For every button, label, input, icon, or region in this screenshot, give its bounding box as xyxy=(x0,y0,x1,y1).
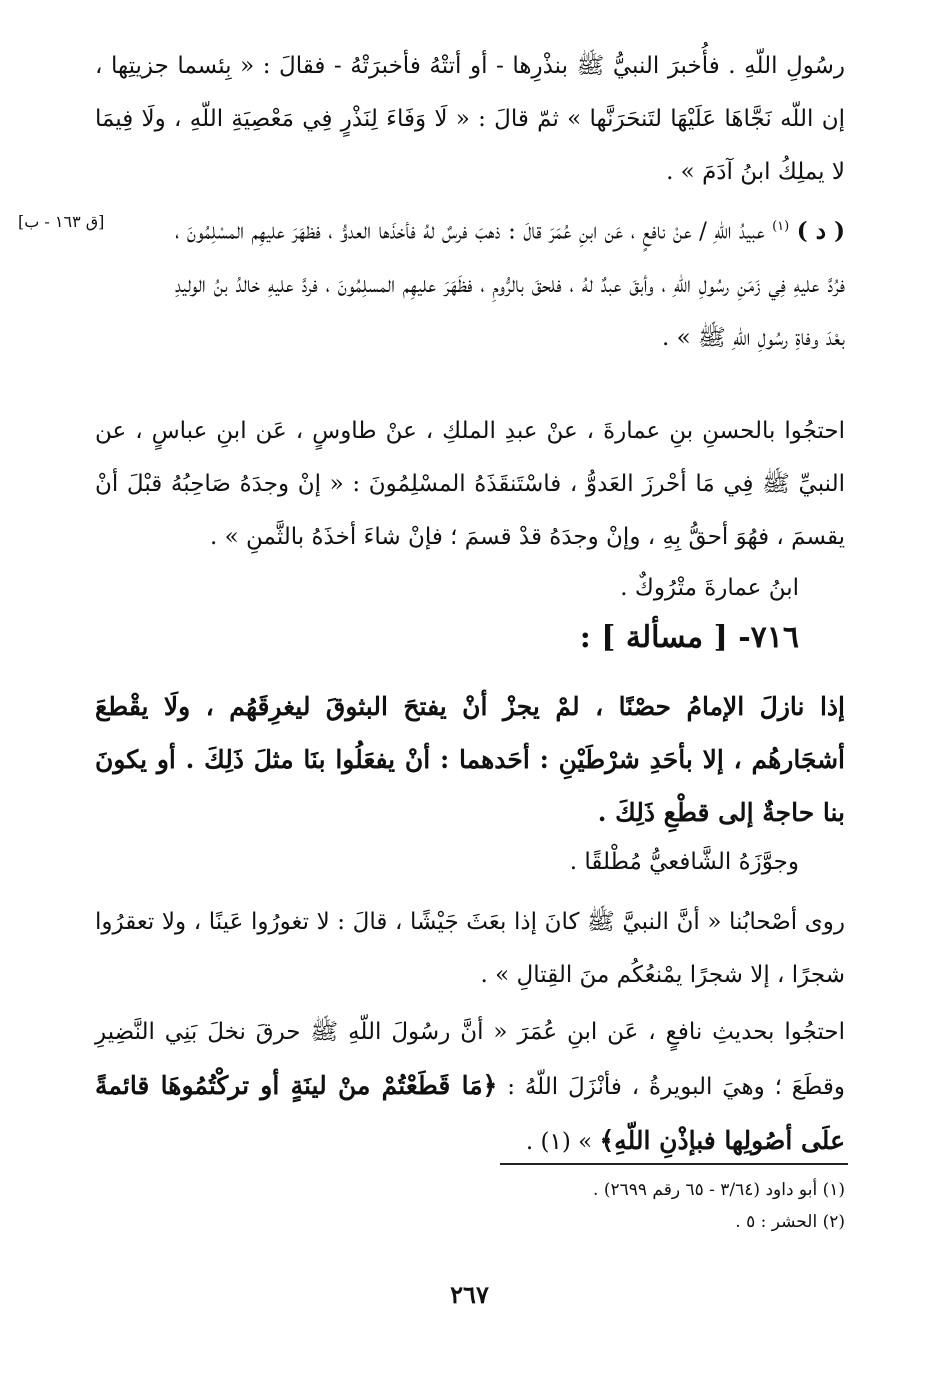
paragraph-text: إذا نازلَ الإمامُ حصْنًا ، لمْ يجزْ أنْ يفتحَ البثوقَ ليغرِقَهُم ، ولَا يقْطعَ أشجَارهُم ، إلا بأحَدِ شرْطَيْنِ : أحَدهما : أنْ يفعَلُوا بنَا مثلَ ذَلِكَ . أو يكونَ بنا حاجةٌ إلى قطْعِ ذَلِكَ . xyxy=(95,692,845,827)
paragraph-nadir xyxy=(95,1006,845,1169)
ruling-paragraph xyxy=(95,680,845,839)
issue-heading: ٧١٦- [ مسألة ] : xyxy=(579,620,799,655)
footnote-ref: (١) xyxy=(772,219,790,234)
paragraph-shafii xyxy=(199,836,799,889)
paragraph-text: احتجُوا بحديثِ نافعٍ ، عَن ابنِ عُمَرَ « أنَّ رسُولَ اللّهِ ﷺ حرقَ نخلَ بَنِي النَّضِيرِ وقطَعَ ؛ وهيَ البويرةُ ، فأنْزَلَ اللّهُ : xyxy=(95,1019,845,1100)
section-marker: ( د ) xyxy=(796,217,845,245)
paragraph-ibn-umara xyxy=(199,562,799,615)
paragraph-ibn-abbas xyxy=(95,405,845,564)
folio-marker: [ق ١٦٣ - ب] xyxy=(18,212,105,231)
page-number: ٢٦٧ xyxy=(450,1280,489,1309)
quran-verse: ﴿مَا قَطَعْتُمْ منْ لينَةٍ أو تركْتُمُوهَا قائمةً علَى أصُولِها فبإذْنِ اللّهِ﴾ xyxy=(95,1071,845,1155)
paragraph-text: وجوَّزَهُ الشَّافعيُّ مُطْلقًا . xyxy=(569,849,799,875)
paragraph-ubaidullah xyxy=(175,200,845,365)
footnote-1: (١) أبو داود (٣/٦٤ - ٦٥ رقم ٢٦٩٩) . xyxy=(593,1180,845,1200)
paragraph-companions xyxy=(95,896,845,1002)
paragraph-text: رسُولِ اللّهِ . فأُخبرَ النبيُّ ﷺ بنذْرِها - أو أتتْهُ فأخبرَتْهُ - فقالَ : « بِئسما جزيتِها ، إن اللّه نَجَّاهَا عَلَيْهَا لتَنحَرَنَّها » ثمّ قالَ : « لَا وَفَاءَ لِنَذْرٍ فِي مَعْصِيَةِ اللّهِ ، ولَا فِيمَا لا يملِكُ ابنُ آدَمَ » . xyxy=(95,53,845,185)
footnote-2: (٢) الحشر : ٥ . xyxy=(735,1212,845,1232)
paragraph-text: روى أصْحابُنا « أنَّ النبيَّ ﷺ كانَ إذا بعَثَ جَيْشًا ، قالَ : لا تغورُوا عَينًا ، ولا تعقرُوا شجرًا ، إلا شجرًا يمْنعُكُم منَ القِتالِ » . xyxy=(95,909,845,988)
footnote-divider xyxy=(500,1163,848,1165)
paragraph-hadith-vow xyxy=(95,40,845,199)
paragraph-text: عبيدُ اللّهِ / عنْ نافعٍ ، عَن ابنِ عُمَرَ قالَ : ذهبَ فرسٌ لهُ فأخذَها العدوُّ ، فظهَرَ عليهِم المسْلِمُونَ ، فرُدَّ عليهِ فِي زَمَنِ رسُولِ اللّهِ ، وأبقَ عبدٌ لهُ ، فلحقَ بالرُّومِ ، فظَهَرَ عليهِم المسلِمُونَ ، فردَّ عليهِ خالدُ بنُ الوليدِ بعْدَ وفاةِ رسُولِ اللّهِ ﷺ » . xyxy=(175,218,845,351)
paragraph-end: » (١) . xyxy=(525,1129,593,1155)
paragraph-text: احتجُوا بالحسنِ بنِ عمارةَ ، عنْ عبدِ الملكِ ، عنْ طاوسٍ ، عَن ابنِ عباسٍ ، عن النبيِّ ﷺ فِي مَا أحْرزَ العَدوُّ ، فاسْتَنقَذَهُ المسْلِمُونَ : « إنْ وجدَهُ صَاحِبُهُ قبْلَ أنْ يقسمَ ، فهُوَ أحقُّ بِهِ ، وإنْ وجدَهُ قدْ قسمَ ؛ فإنْ شاءَ أخذَهُ بالثَّمنِ » . xyxy=(95,418,845,550)
paragraph-text: ابنُ عمارةَ متْرُوكٌ . xyxy=(620,575,799,601)
